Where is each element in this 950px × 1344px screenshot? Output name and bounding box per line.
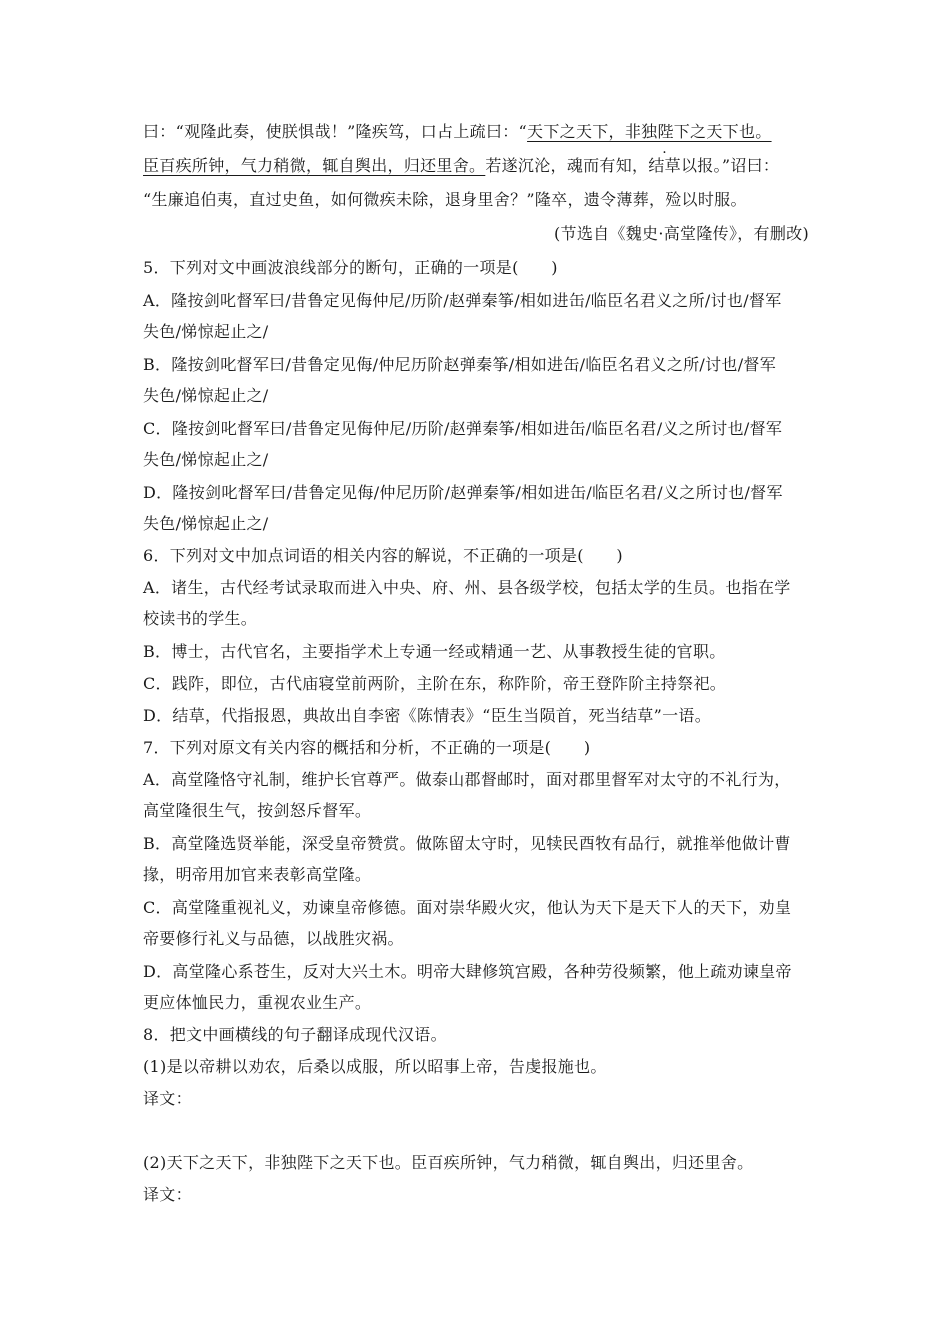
dotted-word: 结草 <box>648 156 681 175</box>
passage-line-3: “生廉追伯夷，直过史鱼，如何微疾未除，退身里舍？”隆卒，遗令薄葬，殓以时服。 <box>143 190 747 209</box>
passage-text: 若遂沉沦，魂而有知， <box>485 156 649 175</box>
passage-line-2 <box>143 155 823 177</box>
q8-sentence-2: (2)天下之天下，非独陛下之天下也。臣百疾所钟，气力稍微，辄自舆出，归还里舍。 <box>143 1153 754 1172</box>
q5-option-c-cont: 失色/悌惊起止之/ <box>143 450 269 469</box>
q5-option-b: B．隆按剑叱督军曰/昔鲁定见侮/仲尼历阶赵弹秦筝/相如进缶/临臣名君义之所/讨也/督军 <box>143 355 777 374</box>
question-7-stem: 7．下列对原文有关内容的概括和分析，不正确的一项是( ) <box>143 738 591 757</box>
q8-sentence-1: (1)是以帝耕以劝农，后桑以成服，所以昭事上帝，告虔报施也。 <box>143 1057 607 1076</box>
q7-option-c: C．高堂隆重视礼义，劝谏皇帝修德。面对崇华殿火灾，他认为天下是天下人的天下，劝皇 <box>143 898 792 917</box>
q5-option-a-cont: 失色/悌惊起止之/ <box>143 322 269 341</box>
passage-line-1 <box>143 121 823 143</box>
underlined-sentence: 天下之天下，非独陛下之天下也。 <box>527 122 772 141</box>
q6-option-b: B．博士，古代官名，主要指学术上专通一经或精通一艺、从事教授生徒的官职。 <box>143 642 726 661</box>
q6-option-c: C．践阼，即位，古代庙寝堂前两阶，主阶在东，称阼阶，帝王登阼阶主持祭祀。 <box>143 674 727 693</box>
q5-option-d: D．隆按剑叱督军曰/昔鲁定见侮/仲尼历阶/赵弹秦筝/相如进缶/临臣名君/义之所讨也/督军 <box>143 483 783 502</box>
passage-source: (节选自《魏史·高堂隆传》，有删改) <box>554 224 809 243</box>
q7-option-b: B．高堂隆选贤举能，深受皇帝赞赏。做陈留太守时，见犊民酉牧有品行，就推举他做计曹 <box>143 834 791 853</box>
q7-option-a: A．高堂隆恪守礼制，维护长官尊严。做泰山郡督邮时，面对郡里督军对太守的不礼行为， <box>143 770 791 789</box>
q7-option-b-cont: 掾，明帝用加官来表彰高堂隆。 <box>143 865 372 884</box>
q8-translation-label-1: 译文： <box>143 1089 192 1108</box>
q5-option-a: A．隆按剑叱督军曰/昔鲁定见侮仲尼/历阶/赵弹秦筝/相如进缶/临臣名君义之所/讨也/督军 <box>143 291 782 310</box>
question-5-stem: 5．下列对文中画波浪线部分的断句，正确的一项是( ) <box>143 258 558 277</box>
q7-option-d: D．高堂隆心系苍生，反对大兴土木。明帝大肆修筑宫殿，各种劳役频繁，他上疏劝谏皇帝 <box>143 962 792 981</box>
passage-text: 以报。”诏曰： <box>680 156 780 175</box>
underlined-sentence: 臣百疾所钟，气力稍微，辄自舆出，归还里舍。 <box>143 156 486 175</box>
q6-option-a: A．诸生，古代经考试录取而进入中央、府、州、县各级学校，包括太学的生员。也指在学 <box>143 578 791 597</box>
q7-option-a-cont: 高堂隆很生气，按剑怒斥督军。 <box>143 801 372 820</box>
question-6-stem: 6．下列对文中加点词语的相关内容的解说，不正确的一项是( ) <box>143 546 623 565</box>
question-8-stem: 8．把文中画横线的句子翻译成现代汉语。 <box>143 1025 447 1044</box>
q6-option-d: D．结草，代指报恩，典故出自李密《陈情表》“臣生当陨首，死当结草”一语。 <box>143 706 711 725</box>
q5-option-d-cont: 失色/悌惊起止之/ <box>143 514 269 533</box>
q7-option-d-cont: 更应体恤民力，重视农业生产。 <box>143 993 372 1012</box>
passage-text: 曰：“观隆此奏，使朕惧哉！”隆疾笃，口占上疏曰：“ <box>143 122 528 141</box>
q7-option-c-cont: 帝要修行礼义与品德，以战胜灾祸。 <box>143 929 404 948</box>
q5-option-c: C．隆按剑叱督军曰/昔鲁定见侮仲尼/历阶/赵弹秦筝/相如进缶/临臣名君/义之所讨也/督军 <box>143 419 783 438</box>
q8-translation-label-2: 译文： <box>143 1185 192 1204</box>
q5-option-b-cont: 失色/悌惊起止之/ <box>143 386 269 405</box>
q6-option-a-cont: 校读书的学生。 <box>143 609 258 628</box>
